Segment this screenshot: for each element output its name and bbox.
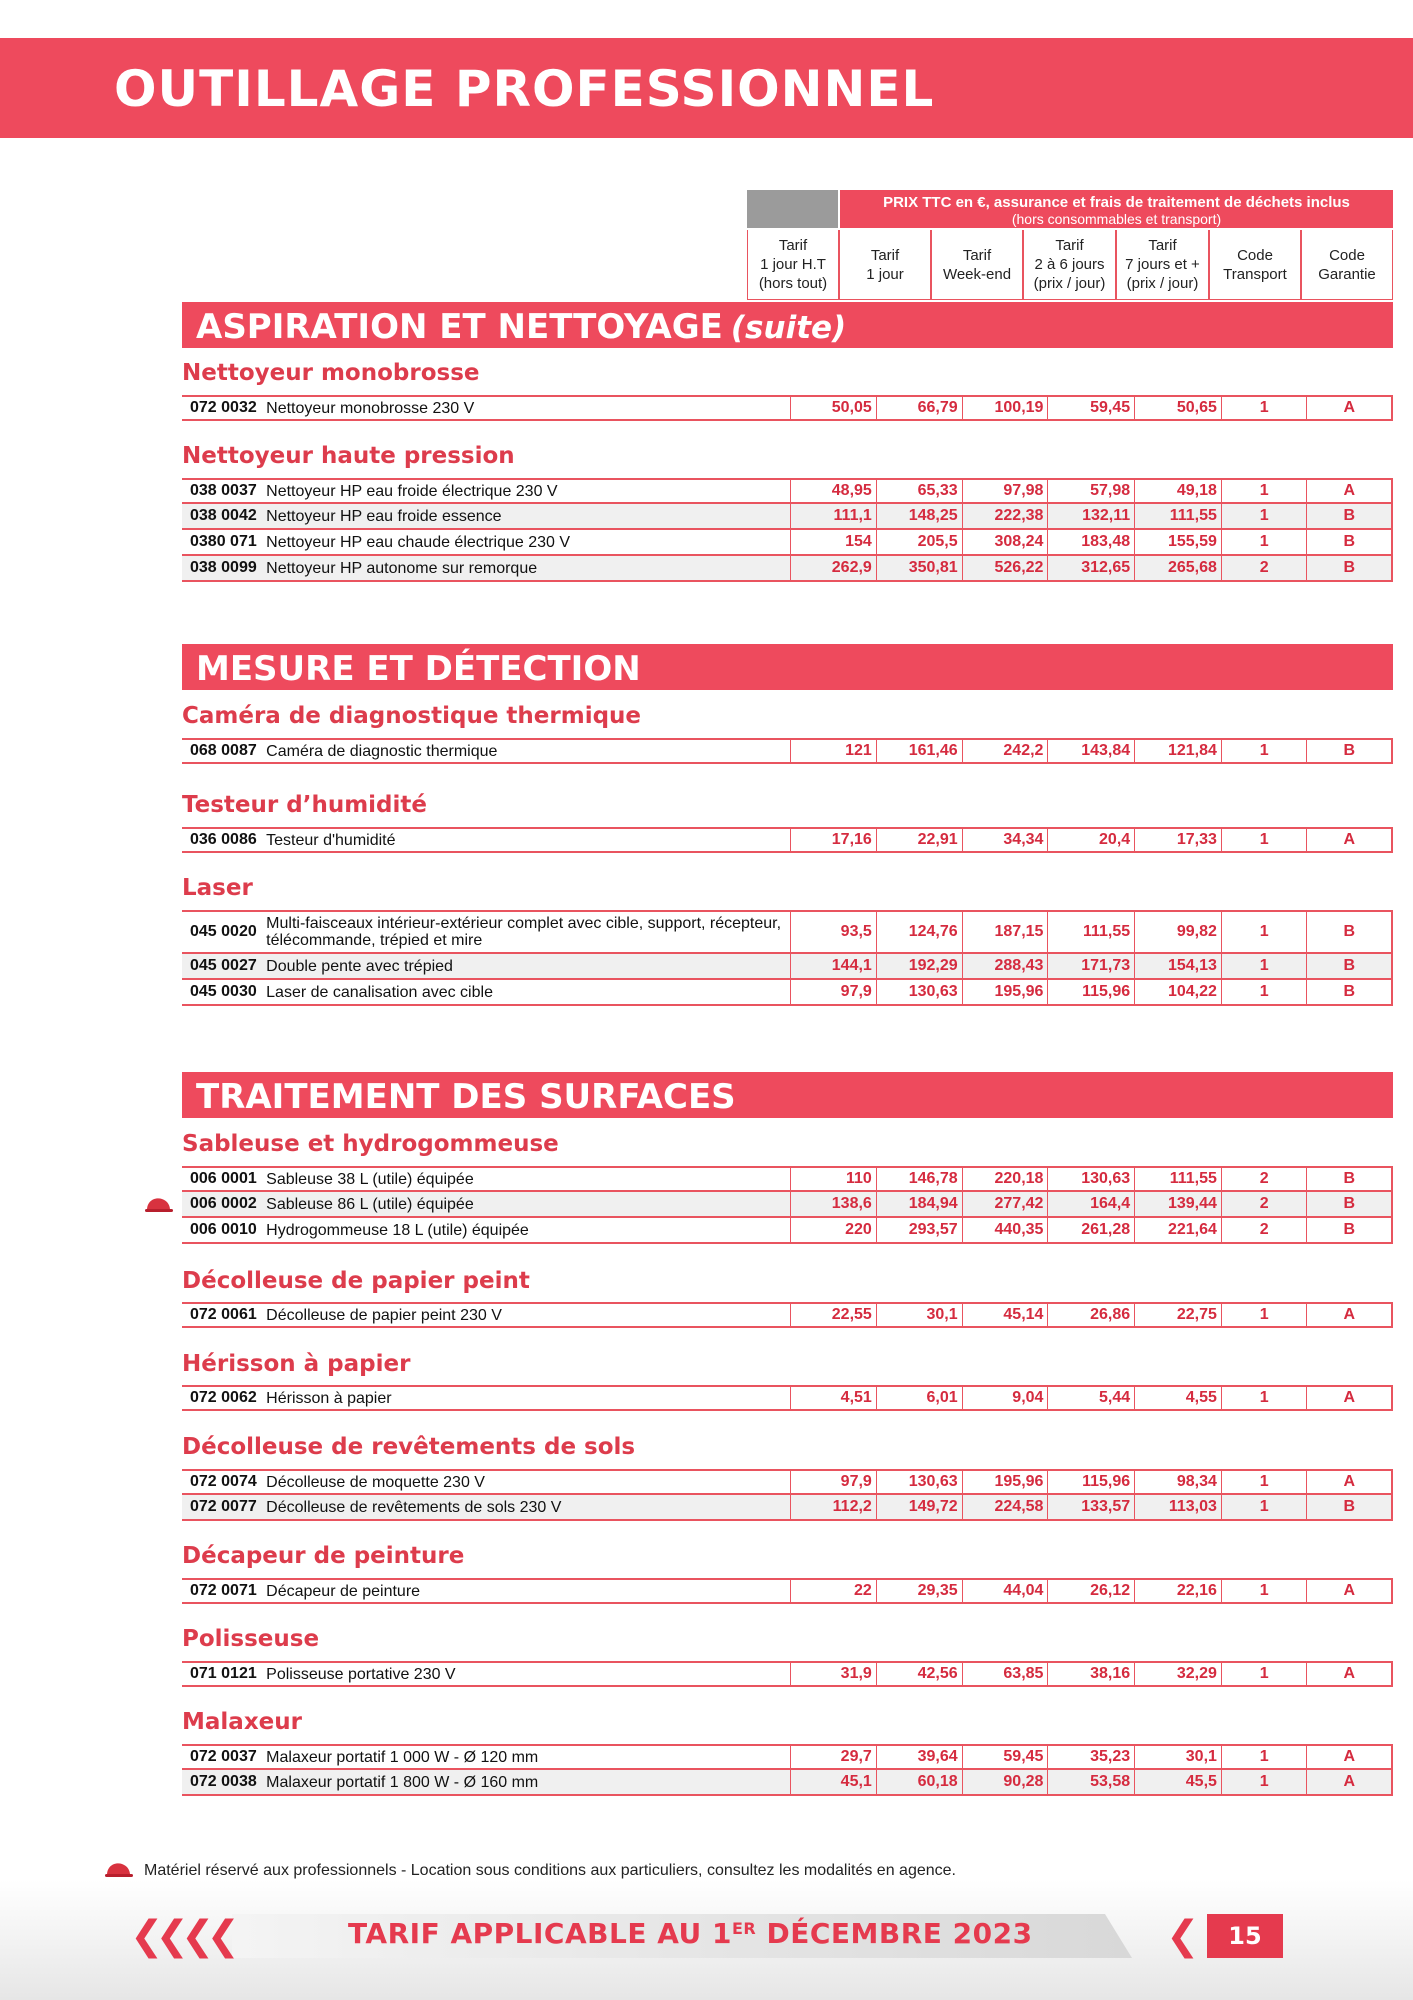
item-code: 068 0087: [190, 742, 257, 759]
col-header-tarif-7j: Tarif 7 jours et + (prix / jour): [1116, 230, 1209, 300]
code-cell: 2: [1222, 556, 1308, 580]
col-header-code-garantie: Code Garantie: [1301, 230, 1393, 300]
item-desc: Testeur d'humidité: [266, 829, 791, 851]
price-cell: 192,29: [877, 954, 963, 978]
code-cell: A: [1307, 1387, 1393, 1409]
price-cell: 99,82: [1135, 912, 1222, 952]
category-title: Caméra de diagnostique thermique: [182, 703, 642, 729]
item-code: 036 0086: [190, 831, 257, 848]
category-title: Laser: [182, 875, 253, 901]
code-cell: A: [1307, 829, 1393, 851]
code-cell: 1: [1222, 530, 1308, 554]
price-cell: 111,1: [791, 504, 877, 528]
col-header-code-transport: Code Transport: [1209, 230, 1301, 300]
code-cell: B: [1307, 740, 1393, 762]
code-cell: B: [1307, 504, 1393, 528]
price-cell: 138,6: [791, 1192, 877, 1216]
price-cell: 184,94: [877, 1192, 963, 1216]
category-title: Décapeur de peinture: [182, 1543, 465, 1569]
price-cell: 60,18: [877, 1770, 963, 1794]
table-row: [182, 1744, 1393, 1770]
price-cell: 50,05: [791, 397, 877, 419]
price-cell: 130,63: [877, 1471, 963, 1493]
price-cell: 48,95: [791, 480, 877, 502]
price-cell: 293,57: [877, 1218, 963, 1242]
price-cell: 195,96: [963, 1471, 1049, 1493]
price-cell: 29,35: [877, 1580, 963, 1602]
price-cell: 22,91: [877, 829, 963, 851]
table-row: [182, 504, 1393, 530]
col-header-tarif-1j: Tarif 1 jour: [839, 230, 931, 300]
table-row: [182, 1302, 1393, 1328]
price-cell: 32,29: [1135, 1663, 1222, 1685]
page-number: 15: [1207, 1914, 1283, 1958]
code-cell: A: [1307, 480, 1393, 502]
price-cell: 31,9: [791, 1663, 877, 1685]
price-cell: 26,12: [1048, 1580, 1135, 1602]
item-code: 006 0001: [190, 1170, 257, 1187]
code-cell: 1: [1222, 740, 1308, 762]
price-cell: 350,81: [877, 556, 963, 580]
category-title: Nettoyeur haute pression: [182, 443, 515, 469]
price-cell: 149,72: [877, 1495, 963, 1519]
price-cell: 440,35: [963, 1218, 1049, 1242]
price-cell: 183,48: [1048, 530, 1135, 554]
price-cell: 97,9: [791, 1471, 877, 1493]
price-cell: 34,34: [963, 829, 1049, 851]
price-cell: 66,79: [877, 397, 963, 419]
price-cell: 22,55: [791, 1304, 877, 1326]
price-cell: 111,55: [1135, 504, 1222, 528]
item-desc: Multi-faisceaux intérieur-extérieur complet avec cible, support, récepteur, télécommande, trépied et mire: [266, 912, 791, 952]
price-cell: 139,44: [1135, 1192, 1222, 1216]
code-cell: A: [1307, 1770, 1393, 1794]
price-cell: 261,28: [1048, 1218, 1135, 1242]
price-cell: 59,45: [963, 1746, 1049, 1768]
item-desc: Malaxeur portatif 1 000 W - Ø 120 mm: [266, 1746, 791, 1768]
price-cell: 39,64: [877, 1746, 963, 1768]
price-cell: 144,1: [791, 954, 877, 978]
table-row: [182, 1495, 1393, 1521]
item-desc: Nettoyeur monobrosse 230 V: [266, 397, 791, 419]
price-cell: 121: [791, 740, 877, 762]
category-title: Sableuse et hydrogommeuse: [182, 1131, 559, 1157]
item-code: 0380 071: [190, 533, 257, 550]
code-cell: 2: [1222, 1192, 1308, 1216]
price-cell: 262,9: [791, 556, 877, 580]
footer-tariff-text: [348, 1917, 1033, 1950]
item-desc: Sableuse 86 L (utile) équipée: [266, 1192, 791, 1216]
chevrons-left-icon: ❮❮❮❮: [130, 1913, 233, 1959]
item-code: 072 0071: [190, 1582, 257, 1599]
title-bar: [0, 38, 1413, 138]
code-cell: 2: [1222, 1168, 1308, 1190]
category-title: Malaxeur: [182, 1709, 302, 1735]
code-cell: 1: [1222, 1663, 1308, 1685]
code-cell: 1: [1222, 829, 1308, 851]
price-header: [840, 190, 1393, 228]
price-cell: 4,51: [791, 1387, 877, 1409]
price-cell: 161,46: [877, 740, 963, 762]
code-cell: 1: [1222, 397, 1308, 419]
category-title: Hérisson à papier: [182, 1351, 411, 1377]
code-cell: B: [1307, 980, 1393, 1004]
code-cell: 1: [1222, 1580, 1308, 1602]
price-cell: 288,43: [963, 954, 1049, 978]
price-cell: 154,13: [1135, 954, 1222, 978]
item-desc: Décolleuse de revêtements de sols 230 V: [266, 1495, 791, 1519]
price-cell: 130,63: [1048, 1168, 1135, 1190]
footer-text-sup: ER: [731, 1919, 757, 1938]
table-row: [182, 980, 1393, 1006]
item-desc: Nettoyeur HP eau froide essence: [266, 504, 791, 528]
table-row: [182, 827, 1393, 853]
price-cell: 221,64: [1135, 1218, 1222, 1242]
item-code: 072 0037: [190, 1748, 257, 1765]
price-cell: 224,58: [963, 1495, 1049, 1519]
code-cell: A: [1307, 397, 1393, 419]
item-code: 045 0030: [190, 983, 257, 1000]
item-code: 045 0020: [190, 923, 257, 940]
table-row: [182, 738, 1393, 764]
item-desc: Laser de canalisation avec cible: [266, 980, 791, 1004]
price-cell: 308,24: [963, 530, 1049, 554]
price-cell: 93,5: [791, 912, 877, 952]
price-cell: 30,1: [1135, 1746, 1222, 1768]
item-desc: Décolleuse de moquette 230 V: [266, 1471, 791, 1493]
code-cell: B: [1307, 1495, 1393, 1519]
item-code: 038 0037: [190, 482, 257, 499]
price-cell: 124,76: [877, 912, 963, 952]
price-header-line2: (hors consommables et transport): [1011, 211, 1222, 227]
col-header-tarif-2-6j: Tarif 2 à 6 jours (prix / jour): [1023, 230, 1116, 300]
table-row: [182, 1469, 1393, 1495]
category-title: Décolleuse de revêtements de sols: [182, 1434, 636, 1460]
price-cell: 312,65: [1048, 556, 1135, 580]
item-code: 072 0032: [190, 399, 257, 416]
price-cell: 20,4: [1048, 829, 1135, 851]
price-cell: 59,45: [1048, 397, 1135, 419]
table-row: [182, 1578, 1393, 1604]
code-cell: 1: [1222, 1746, 1308, 1768]
price-cell: 148,25: [877, 504, 963, 528]
code-cell: B: [1307, 1168, 1393, 1190]
price-cell: 130,63: [877, 980, 963, 1004]
section-bar-traitement: [182, 1072, 1393, 1118]
price-cell: 63,85: [963, 1663, 1049, 1685]
price-cell: 115,96: [1048, 1471, 1135, 1493]
item-code: 006 0002: [190, 1195, 257, 1212]
footnote: Matériel réservé aux professionnels - Location sous conditions aux particuliers, consultez les modalités en agence.: [144, 1862, 956, 1879]
item-desc: Polisseuse portative 230 V: [266, 1663, 791, 1685]
code-cell: B: [1307, 912, 1393, 952]
price-cell: 526,22: [963, 556, 1049, 580]
code-cell: B: [1307, 1192, 1393, 1216]
price-cell: 265,68: [1135, 556, 1222, 580]
code-cell: 1: [1222, 1471, 1308, 1493]
price-cell: 115,96: [1048, 980, 1135, 1004]
code-cell: 1: [1222, 1304, 1308, 1326]
price-cell: 45,1: [791, 1770, 877, 1794]
section-suffix: (suite): [730, 310, 847, 346]
table-row: [182, 556, 1393, 582]
chevron-right-icon: ❮: [1166, 1913, 1200, 1959]
section-title: TRAITEMENT DES SURFACES: [196, 1077, 736, 1117]
item-desc: Nettoyeur HP autonome sur remorque: [266, 556, 791, 580]
code-cell: A: [1307, 1746, 1393, 1768]
item-desc: Décolleuse de papier peint 230 V: [266, 1304, 791, 1326]
footer-text-before: TARIF APPLICABLE AU 1: [348, 1917, 732, 1950]
price-cell: 222,38: [963, 504, 1049, 528]
code-cell: A: [1307, 1663, 1393, 1685]
item-code: 071 0121: [190, 1665, 257, 1682]
table-row: [182, 478, 1393, 504]
price-cell: 5,44: [1048, 1387, 1135, 1409]
item-code: 038 0099: [190, 559, 257, 576]
section-title: ASPIRATION ET NETTOYAGE: [196, 307, 723, 347]
item-desc: Double pente avec trépied: [266, 954, 791, 978]
item-desc: Nettoyeur HP eau chaude électrique 230 V: [266, 530, 791, 554]
price-cell: 9,04: [963, 1387, 1049, 1409]
price-cell: 29,7: [791, 1746, 877, 1768]
table-row: [182, 395, 1393, 421]
item-desc: Caméra de diagnostic thermique: [266, 740, 791, 762]
price-cell: 44,04: [963, 1580, 1049, 1602]
table-row: [182, 954, 1393, 980]
code-cell: 1: [1222, 1387, 1308, 1409]
price-cell: 65,33: [877, 480, 963, 502]
price-cell: 242,2: [963, 740, 1049, 762]
price-cell: 30,1: [877, 1304, 963, 1326]
table-row: [182, 530, 1393, 556]
code-cell: 1: [1222, 954, 1308, 978]
price-cell: 17,33: [1135, 829, 1222, 851]
item-desc: Sableuse 38 L (utile) équipée: [266, 1168, 791, 1190]
price-cell: 132,11: [1048, 504, 1135, 528]
item-code: 006 0010: [190, 1221, 257, 1238]
code-cell: B: [1307, 556, 1393, 580]
price-cell: 277,42: [963, 1192, 1049, 1216]
code-cell: 1: [1222, 912, 1308, 952]
code-cell: 2: [1222, 1218, 1308, 1242]
code-cell: 1: [1222, 504, 1308, 528]
price-cell: 4,55: [1135, 1387, 1222, 1409]
price-cell: 155,59: [1135, 530, 1222, 554]
header-gray-block: [747, 190, 838, 228]
price-cell: 121,84: [1135, 740, 1222, 762]
category-title: Nettoyeur monobrosse: [182, 360, 480, 386]
item-desc: Hydrogommeuse 18 L (utile) équipée: [266, 1218, 791, 1242]
table-row: [182, 910, 1393, 954]
item-code: 072 0062: [190, 1389, 257, 1406]
item-desc: Malaxeur portatif 1 800 W - Ø 160 mm: [266, 1770, 791, 1794]
price-cell: 171,73: [1048, 954, 1135, 978]
table-row: [182, 1192, 1393, 1218]
page-title: OUTILLAGE PROFESSIONNEL: [114, 60, 935, 118]
category-title: Testeur d’humidité: [182, 792, 427, 818]
price-cell: 111,55: [1135, 1168, 1222, 1190]
code-cell: 1: [1222, 1495, 1308, 1519]
item-code: 072 0077: [190, 1498, 257, 1515]
code-cell: A: [1307, 1471, 1393, 1493]
price-cell: 100,19: [963, 397, 1049, 419]
item-code: 072 0061: [190, 1306, 257, 1323]
code-cell: A: [1307, 1580, 1393, 1602]
price-cell: 45,5: [1135, 1770, 1222, 1794]
price-cell: 220,18: [963, 1168, 1049, 1190]
price-cell: 22,75: [1135, 1304, 1222, 1326]
code-cell: 1: [1222, 480, 1308, 502]
section-bar-aspiration: [182, 302, 1393, 348]
code-cell: B: [1307, 1218, 1393, 1242]
price-cell: 6,01: [877, 1387, 963, 1409]
price-cell: 26,86: [1048, 1304, 1135, 1326]
table-row: [182, 1166, 1393, 1192]
price-cell: 146,78: [877, 1168, 963, 1190]
table-row: [182, 1661, 1393, 1687]
code-cell: B: [1307, 954, 1393, 978]
table-row: [182, 1770, 1393, 1796]
category-title: Décolleuse de papier peint: [182, 1268, 530, 1294]
price-cell: 22,16: [1135, 1580, 1222, 1602]
item-code: 072 0038: [190, 1773, 257, 1790]
price-cell: 220: [791, 1218, 877, 1242]
price-cell: 143,84: [1048, 740, 1135, 762]
price-cell: 90,28: [963, 1770, 1049, 1794]
price-cell: 49,18: [1135, 480, 1222, 502]
price-cell: 112,2: [791, 1495, 877, 1519]
price-cell: 205,5: [877, 530, 963, 554]
code-cell: 1: [1222, 980, 1308, 1004]
price-cell: 111,55: [1048, 912, 1135, 952]
item-desc: Décapeur de peinture: [266, 1580, 791, 1602]
price-cell: 22: [791, 1580, 877, 1602]
table-row: [182, 1218, 1393, 1244]
price-cell: 38,16: [1048, 1663, 1135, 1685]
price-header-line1: PRIX TTC en €, assurance et frais de traitement de déchets inclus: [883, 194, 1350, 211]
section-title: MESURE ET DÉTECTION: [196, 649, 641, 689]
price-cell: 97,9: [791, 980, 877, 1004]
item-code: 072 0074: [190, 1473, 257, 1490]
item-desc: Hérisson à papier: [266, 1387, 791, 1409]
section-bar-mesure: [182, 644, 1393, 690]
item-desc: Nettoyeur HP eau froide électrique 230 V: [266, 480, 791, 502]
price-cell: 57,98: [1048, 480, 1135, 502]
category-title: Polisseuse: [182, 1626, 320, 1652]
price-cell: 50,65: [1135, 397, 1222, 419]
item-code: 038 0042: [190, 507, 257, 524]
price-cell: 17,16: [791, 829, 877, 851]
red-helmet-icon: [104, 1861, 134, 1879]
footer-text-after: DÉCEMBRE 2023: [756, 1917, 1033, 1950]
table-row: [182, 1385, 1393, 1411]
col-header-tarif-ht: Tarif 1 jour H.T (hors tout): [747, 230, 839, 300]
code-cell: B: [1307, 530, 1393, 554]
item-code: 045 0027: [190, 957, 257, 974]
price-cell: 35,23: [1048, 1746, 1135, 1768]
red-helmet-icon: [144, 1196, 174, 1214]
price-cell: 97,98: [963, 480, 1049, 502]
price-cell: 104,22: [1135, 980, 1222, 1004]
price-cell: 53,58: [1048, 1770, 1135, 1794]
price-cell: 113,03: [1135, 1495, 1222, 1519]
col-header-tarif-weekend: Tarif Week-end: [931, 230, 1023, 300]
price-cell: 110: [791, 1168, 877, 1190]
code-cell: A: [1307, 1304, 1393, 1326]
price-cell: 133,57: [1048, 1495, 1135, 1519]
price-cell: 164,4: [1048, 1192, 1135, 1216]
price-cell: 98,34: [1135, 1471, 1222, 1493]
price-cell: 154: [791, 530, 877, 554]
price-cell: 187,15: [963, 912, 1049, 952]
price-cell: 195,96: [963, 980, 1049, 1004]
price-cell: 45,14: [963, 1304, 1049, 1326]
price-cell: 42,56: [877, 1663, 963, 1685]
code-cell: 1: [1222, 1770, 1308, 1794]
